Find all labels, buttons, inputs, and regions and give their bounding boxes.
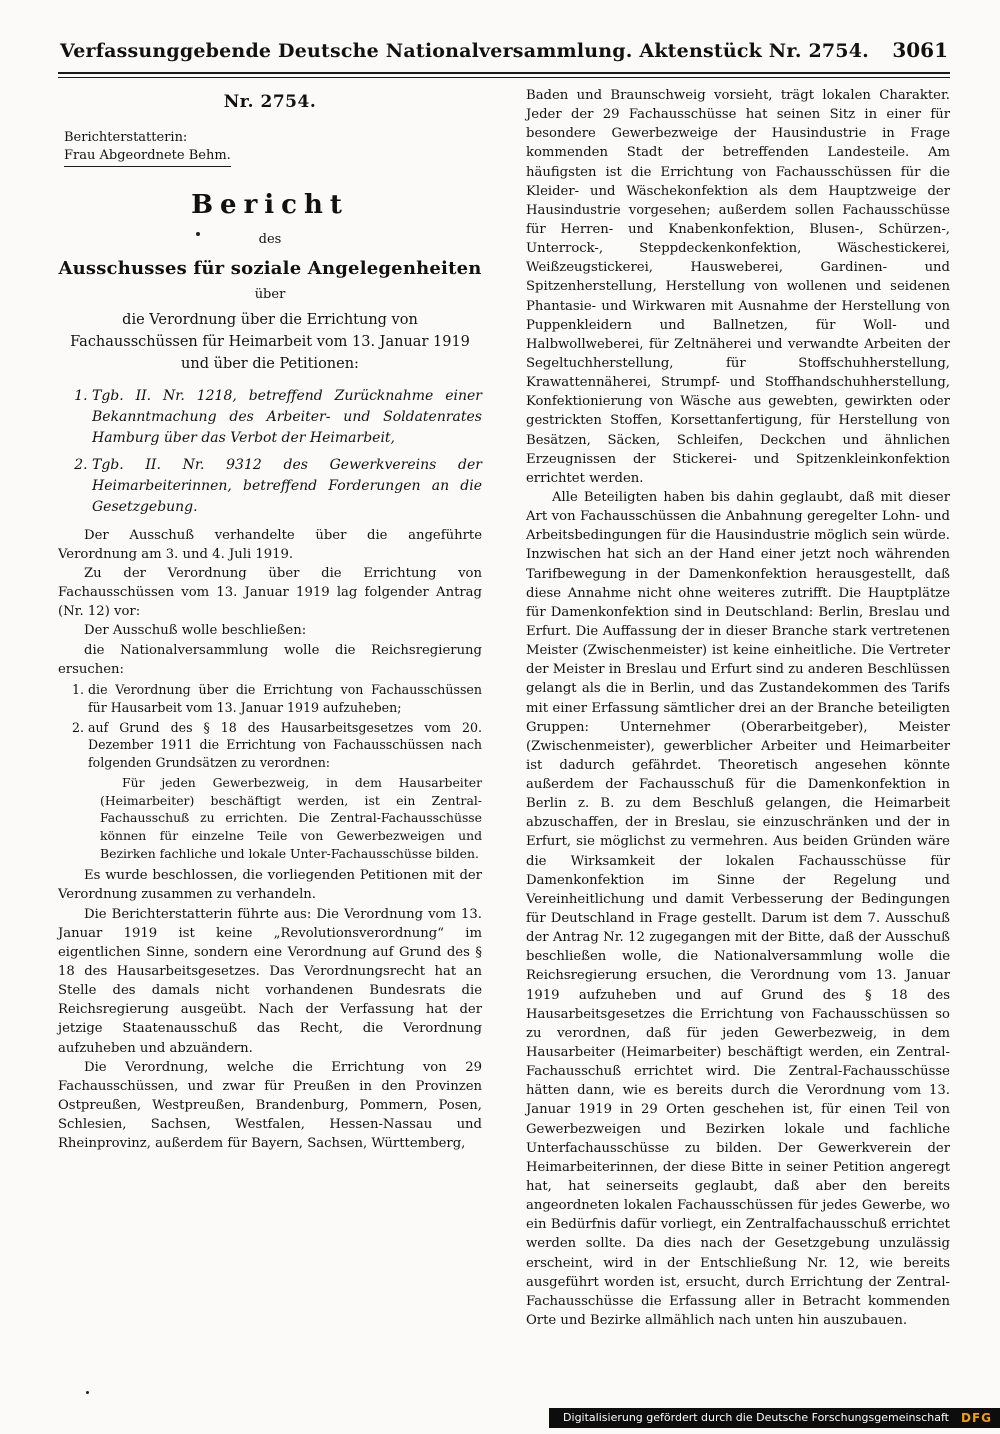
- spine-mark: [196, 232, 200, 236]
- list-item: 1. Tgb. II. Nr. 1218, betreffend Zurücknahme einer Bekanntmachung des Arbeiter- und Soldatenrates Hamburg über das Verbot der Heimarbeit,: [92, 386, 482, 449]
- petition-list: [58, 386, 482, 518]
- paragraph: Der Ausschuß verhandelte über die angeführte Verordnung am 3. und 4. Juli 1919.: [58, 527, 482, 562]
- paragraph: Die Verordnung, welche die Errichtung von 29 Fachausschüssen, und zwar für Preußen in den Provinzen Ostpreußen, Westpreußen, Brandenburg, Pommern, Posen, Schlesien, Sachsen, Westfalen, Hessen-Nassau und Rheinprovinz, außerdem für Bayern, Sachsen, Württemberg,: [58, 1059, 482, 1152]
- paragraph: Der Ausschuß wolle beschließen:: [84, 623, 307, 639]
- left-column: [58, 86, 482, 1153]
- paragraph: Zu der Verordnung über die Errichtung von Fachausschüssen vom 13. Januar 1919 lag folgender Antrag (Nr. 12) vor:: [58, 566, 482, 620]
- header-rule: [58, 72, 950, 78]
- list-item: 2. Tgb. II. Nr. 9312 des Gewerkvereins der Heimarbeiterinnen, betreffend Forderungen an die Gesetzgebung.: [92, 455, 482, 518]
- paragraph: die Nationalversammlung wolle die Reichsregierung ersuchen:: [58, 642, 482, 677]
- quoted-provision: Für jeden Gewerbezweig, in dem Hausarbeiter (Heimarbeiter) beschäftigt werden, ist ein Zentral-Fachausschuß zu errichten. Die Zentral-Fachausschüsse können für einzelne Teile von Gewerbezweigen und Bezirken fachliche und lokale Unter-Fachausschüsse bilden.: [100, 775, 482, 861]
- running-head-title: Verfassunggebende Deutsche Nationalversammlung. Aktenstück Nr. 2754.: [60, 40, 869, 62]
- page-header: [60, 38, 948, 68]
- reporter-block: [58, 129, 482, 167]
- page-mark: [86, 1391, 89, 1394]
- right-column: [526, 86, 950, 1330]
- resolution-list: [58, 681, 482, 772]
- digitization-credit-bar: [549, 1408, 1000, 1428]
- committee-name: Ausschusses für soziale Angelegenheiten: [58, 257, 482, 279]
- list-item: 1. die Verordnung über die Errichtung von Fachausschüssen für Hausarbeit vom 13. Januar 1919 aufzuheben;: [88, 681, 482, 717]
- page-footer: [0, 1400, 1000, 1434]
- paragraph: Es wurde beschlossen, die vorliegenden Petitionen mit der Verordnung zusammen zu verhandeln.: [58, 868, 482, 903]
- document-number: Nr. 2754.: [223, 92, 317, 112]
- columns-area: [58, 86, 950, 1344]
- subject-line: die Verordnung über die Errichtung von Fachausschüssen für Heimarbeit vom 13. Januar 1919 und über die Petitionen:: [70, 312, 470, 372]
- reporter-label: Berichterstatterin:: [64, 129, 188, 145]
- paragraph: Baden und Braunschweig vorsieht, trägt lokalen Charakter. Jeder der 29 Fachausschüsse hat seinen Sitz in einer für besondere Gewerbezweige der Hausindustrie in Frage kommenden Stadt der betreffenden Landesteile. Am häufigsten ist die Errichtung von Fachausschüssen für die Kleider- und Wäschekonfektion als dem Hauptzweige der Hausindustrie vorgesehen; außerdem sollen Fachausschüsse für Herren- und Knabenkonfektion, Blusen-, Schürzen-, Unterrock-, Steppdeckenkonfektion, Wäschestickerei, Weißzeugstickerei, Hausweberei, Gardinen- und Spitzenherstellung, Herstellung von wollenen und seidenen Phantasie- und Wirkwaren mit Ausnahme der Herstellung von Puppenkleidern und Ballnetzen, für Woll- und Halbwollweberei, für Zeltnäherei und verwandte Arbeiten der Segeltuchherstellung, für Stoffschuhherstellung, Krawattennäherei, Strumpf- und Stoffhandschuhherstellung, Konfektionierung von Wäsche aus gewebten, gewirkten oder gestrickten Stoffen, Korsettanfertigung, für Herstellung von Besätzen, Säcken, Schleifen, Deckchen und ähnlichen Erzeugnissen der Stickerei- und Spitzenkleinkonfektion errichtet werden.: [526, 88, 950, 486]
- reporter-name: Frau Abgeordnete Behm.: [64, 147, 231, 167]
- list-item: 2. auf Grund des § 18 des Hausarbeitsgesetzes vom 20. Dezember 1911 die Errichtung von Fachausschüssen nach folgenden Grundsätzen zu verordnen:: [88, 719, 482, 773]
- report-title: Bericht: [191, 190, 349, 221]
- title-ueber: über: [254, 286, 286, 302]
- paragraph: Alle Beteiligten haben bis dahin geglaubt, daß mit dieser Art von Fachausschüssen die Anbahnung geregelter Lohn- und Arbeitsbedingungen für die Hausindustrie möglich sein würde. Inzwischen hat sich an der Hand einer jetzt noch währenden Tarifbewegung in der Damenkonfektion herausgestellt, daß diese Annahme nicht ohne weiteres zutrifft. Die Hauptplätze für Damenkonfektion sind in Deutschland: Berlin, Breslau und Erfurt. Die Auffassung der in dieser Branche stark vertretenen Meister (Zwischenmeister) ist keine einheitliche. Die Vertreter der Meister in Breslau und Erfurt sind zu anderen Beschlüssen gelangt als die in Berlin, und das Zustandekommen des Tarifs mit einer Erfassung sämtlicher drei an der Branche beteiligten Gruppen: Unternehmer (Oberarbeitgeber), Meister (Zwischenmeister), gewerblicher Arbeiter und Heimarbeiter ist dadurch gefährdet. Theoretisch angesehen könnte außerdem der Fachausschuß für die Damenkonfektion in Berlin z. B. zu dem Beschluß gelangen, die Heimarbeit abzuschaffen, der in Breslau, sie einzuschränken und der in Erfurt, sie möglichst zu vermehren. Aus beiden Gründen wäre die Wirksamkeit der lokalen Fachausschüsse für Damenkonfektion im Sinne der Regelung und Vereinheitlichung und damit Verbesserung der Bedingungen für Deutschland in Frage gestellt. Darum ist dem 7. Ausschuß der Antrag Nr. 12 zugegangen mit der Bitte, daß der Ausschuß beschließen wolle, die Nationalversammlung wolle die Reichsregierung ersuchen, die Verordnung vom 13. Januar 1919 aufzuheben und auf Grund des § 18 des Hausarbeitsgesetzes die Errichtung von Fachausschüssen so zu verordnen, daß für jeden Gewerbezweig, in dem Hausarbeiter (Heimarbeiter) beschäftigt werden, ein Zentral-Fachausschuß errichtet wird. Die Zentral-Fachausschüsse hätten dann, wie es bereits durch die Verordnung vom 13. Januar 1919 in 29 Orten geschehen ist, für einen Teil von Gewerbezweigen und Bezirken lokale und fachliche Unterfachausschüsse zu bilden. Der Gewerkverein der Heimarbeiterinnen, der diese Bitte in seiner Petition angeregt hat, hat seinerseits geglaubt, daß aber den bereits angeordneten lokalen Fachausschüssen für jedes Gewerbe, wo ein Bedürfnis dafür vorliegt, ein Zentralfachausschuß errichtet werden sollte. Da dies nach der Gesetzgebung unzulässig erscheint, wird in der Entschließung Nr. 12, wie bereits ausgeführt worden ist, ersucht, durch Errichtung der Zentral-Fachausschüsse die Erfassung aller in Betracht kommenden Orte und Bezirke allmählich nach unten hin auszubauen.: [526, 489, 950, 1328]
- page-number: 3061: [892, 38, 948, 62]
- digitization-credit-text: Digitalisierung gefördert durch die Deutsche Forschungsgemeinschaft: [549, 1408, 959, 1428]
- paragraph: Die Berichterstatterin führte aus: Die Verordnung vom 13. Januar 1919 ist keine „Revolutionsverordnung“ im eigentlichen Sinne, sondern eine Verordnung auf Grund des § 18 des Hausarbeitsgesetzes. Das Verordnungsrecht hat an Stelle des damals nicht vorhandenen Bundesrats die Reichsregierung ausgeübt. Nach der Verfassung hat der jetzige Staatenausschuß das Recht, die Verordnung aufzuheben und abzuändern.: [58, 906, 482, 1056]
- dfg-logo: DFG: [959, 1408, 1000, 1428]
- title-des: des: [258, 231, 282, 247]
